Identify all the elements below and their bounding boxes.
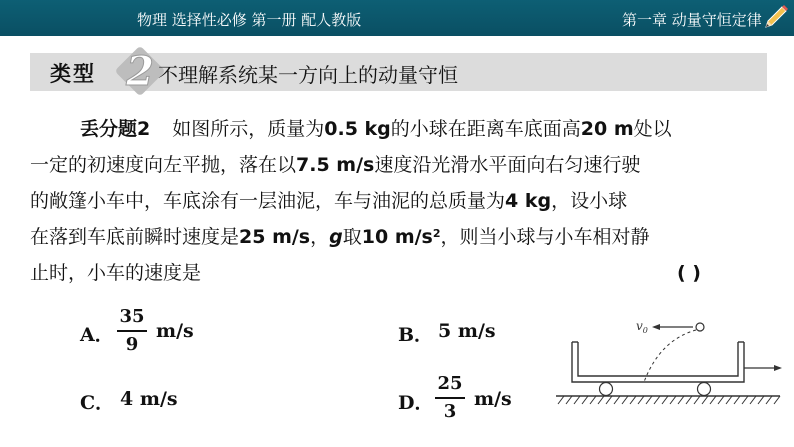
option-d-label[interactable]: D． xyxy=(398,392,434,414)
ground-hatch xyxy=(558,396,780,404)
option-a-label[interactable]: A． xyxy=(80,324,114,346)
option-d-fraction: 25 3 xyxy=(435,372,465,424)
type-title: 不理解系统某一方向上的动量守恒 xyxy=(158,63,458,87)
question-line-1: 丢分题2 如图所示，质量为0.5 kg的小球在距离车底面高20 m处以 xyxy=(80,118,672,140)
question-line-5: 止时，小车的速度是 xyxy=(30,262,202,284)
pencil-icon xyxy=(760,3,790,33)
option-a-fraction: 35 9 xyxy=(117,305,147,357)
v0-label: $v_0$ xyxy=(636,319,648,335)
cart-diagram xyxy=(548,306,788,410)
option-c-text: 4 m/s xyxy=(120,388,178,410)
type-label: 类型 xyxy=(50,62,96,86)
question-line-2: 一定的初速度向左平抛，落在以7.5 m/s速度沿光滑水平面向右匀速行驶 xyxy=(30,154,641,176)
g-symbol: g xyxy=(329,226,343,248)
type-heading xyxy=(30,48,767,95)
question-line-4: 在落到车底前瞬时速度是25 m/s，g取10 $m/s^2$，则当小球与小车相对静 xyxy=(30,226,650,248)
height-value: 20 m xyxy=(580,118,634,140)
header-bar xyxy=(0,0,794,36)
option-b-label[interactable]: B． xyxy=(398,324,434,346)
mass-ball: 0.5 kg xyxy=(324,118,391,140)
trajectory xyxy=(644,330,696,382)
cart-speed: 7.5 m/s xyxy=(296,154,375,176)
wheel-left xyxy=(600,383,613,396)
question-line-3: 的敞篷小车中，车底涂有一层油泥，车与油泥的总质量为4 kg，设小球 xyxy=(30,190,628,212)
cart-inner xyxy=(578,342,738,376)
answer-blank[interactable]: ( ) xyxy=(677,262,701,284)
wheel-right xyxy=(698,383,711,396)
option-c-label[interactable]: C． xyxy=(80,392,115,414)
type-number: 2 xyxy=(126,48,154,95)
question-prefix: 丢分题2 xyxy=(80,118,151,140)
mass-cart: 4 kg xyxy=(505,190,552,212)
final-speed: 25 m/s xyxy=(239,226,311,248)
ball xyxy=(696,323,704,331)
option-d-unit: m/s xyxy=(474,388,512,410)
g-value: 10 $m/s^2$ xyxy=(361,226,441,248)
type-number-badge xyxy=(116,47,164,95)
chapter-title: 第一章 动量守恒定律 xyxy=(622,11,762,29)
option-a-unit: m/s xyxy=(156,320,194,342)
option-b-text: 5 m/s xyxy=(438,320,496,342)
book-title: 物理 选择性必修 第一册 配人教版 xyxy=(137,11,362,29)
